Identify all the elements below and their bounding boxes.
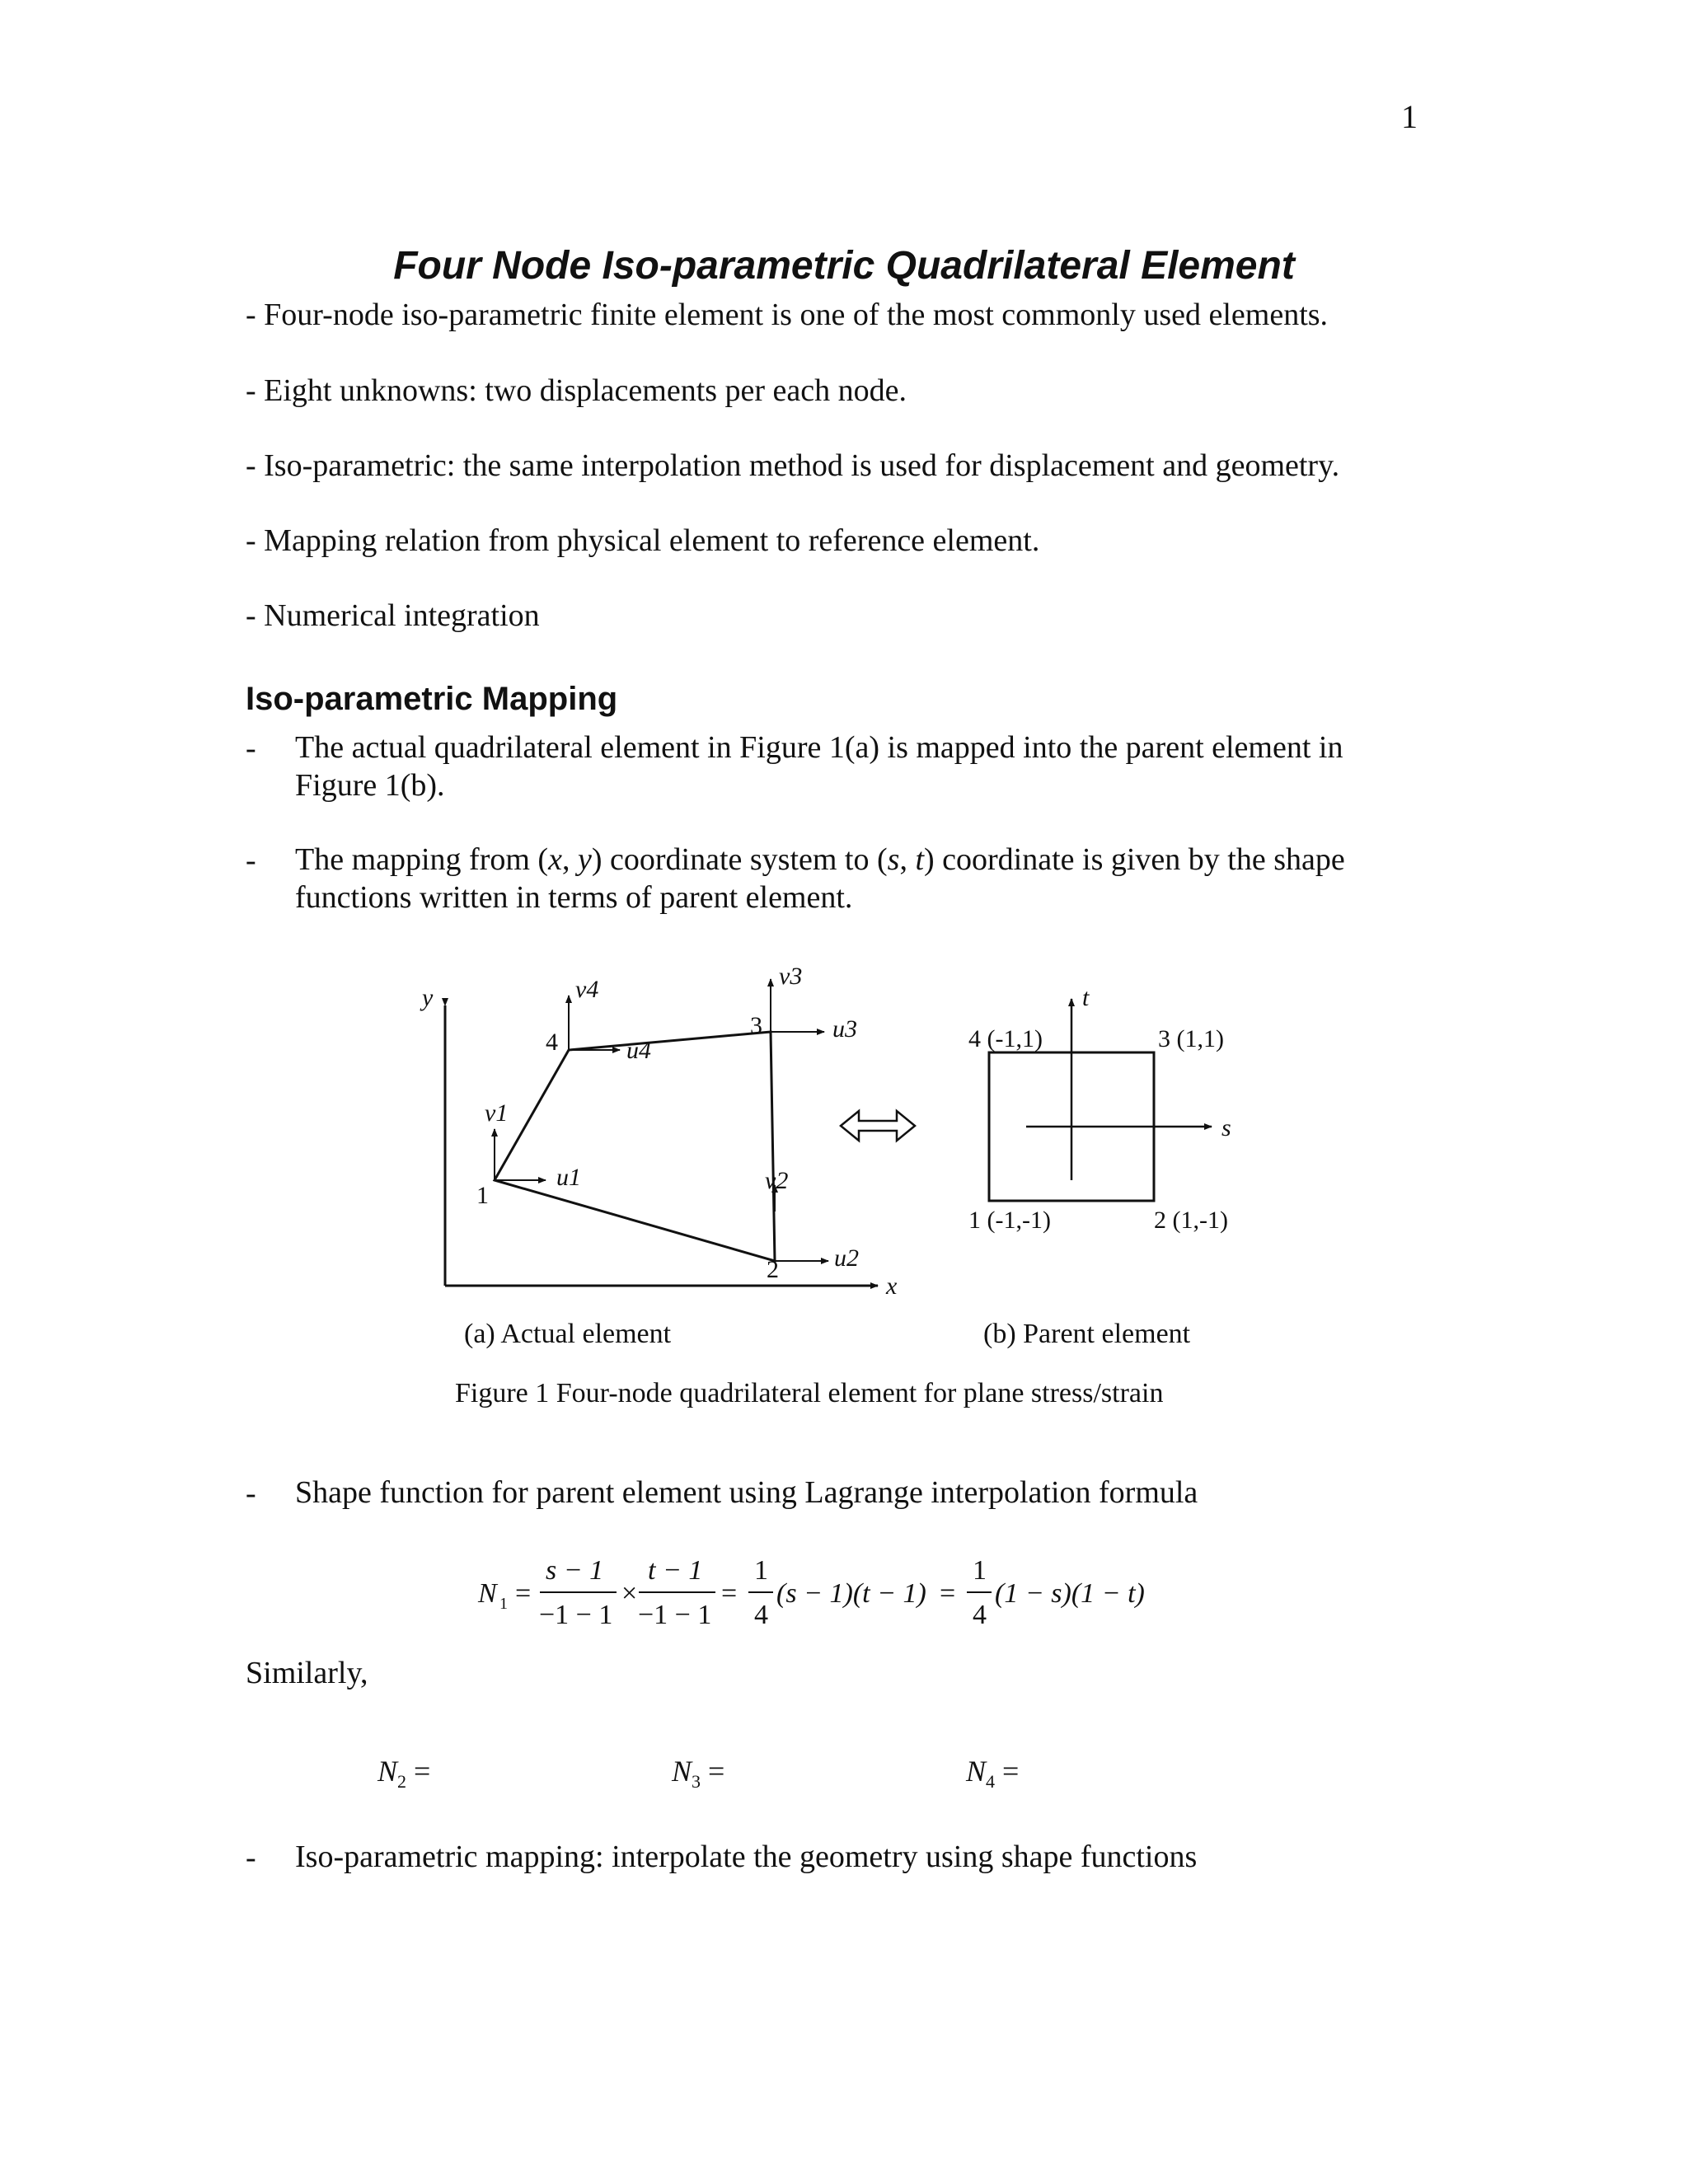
figure-caption: Figure 1 Four-node quadrilateral element for plane stress/strain	[455, 1378, 1164, 1408]
x-axis-label: x	[886, 1272, 898, 1300]
figure-1	[0, 964, 1688, 1492]
n-eq: =	[406, 1755, 431, 1788]
y-axis-label: y	[422, 984, 434, 1011]
fraction-1-denominator: −1 − 1	[539, 1600, 613, 1630]
u3-label: u3	[832, 1015, 857, 1043]
times-sign: ×	[621, 1578, 638, 1609]
actual-element-figure	[420, 964, 898, 1300]
text-fragment: ,	[561, 842, 578, 877]
equals-sign: =	[721, 1578, 738, 1609]
equals-sign: =	[515, 1578, 532, 1609]
formula-lhs: N	[478, 1578, 497, 1609]
text-fragment: ) coordinate system to (	[591, 842, 888, 877]
actual-quadrilateral	[495, 1032, 775, 1261]
fraction-1-numerator: s − 1	[546, 1555, 604, 1586]
shape-function-n2-label	[377, 1754, 430, 1793]
fraction-2-denominator: −1 − 1	[638, 1600, 712, 1630]
node-label-4: 4	[546, 1029, 558, 1056]
v3-label: v3	[779, 964, 803, 990]
formula-part-1: (s − 1)(t − 1)	[776, 1578, 926, 1609]
v4-label: v4	[575, 976, 599, 1003]
figure-caption-b: (b) Parent element	[983, 1319, 1191, 1349]
corner-label-2: 2 (1,-1)	[1154, 1207, 1228, 1234]
formula-part-2: (1 − s)(1 − t)	[995, 1578, 1145, 1609]
u4-label: u4	[626, 1037, 651, 1064]
text-fragment: ,	[899, 842, 916, 877]
u2-label: u2	[834, 1244, 859, 1272]
page-number: 1	[1401, 98, 1418, 135]
t-axis-label: t	[1082, 984, 1090, 1011]
intro-line: - Mapping relation from physical element to reference element.	[246, 523, 1040, 558]
intro-line: - Numerical integration	[246, 598, 540, 633]
n-sub: 3	[692, 1771, 701, 1793]
bullet-dash: -	[246, 1840, 256, 1875]
bullet-text: Iso-parametric mapping: interpolate the geometry using shape functions	[295, 1840, 1198, 1874]
equals-sign: =	[940, 1578, 956, 1609]
quarter-numerator: 1	[973, 1555, 987, 1586]
bullet-text: Shape function for parent element using Lagrange interpolation formula	[295, 1475, 1198, 1510]
bullet-text	[295, 841, 1416, 916]
section-heading: Iso-parametric Mapping	[246, 681, 618, 717]
intro-line: - Eight unknowns: two displacements per each node.	[246, 373, 907, 408]
figure-caption-a: (a) Actual element	[464, 1319, 672, 1349]
u1-label: u1	[556, 1164, 581, 1191]
formula-lhs-sub: 1	[499, 1595, 508, 1613]
text-fragment: ) coordinate is given by the shape functions written in terms of parent element.	[295, 842, 1345, 915]
intro-line: - Iso-parametric: the same interpolation method is used for displacement and geometry.	[246, 448, 1340, 483]
bullet-dash: -	[246, 731, 256, 766]
corner-label-1: 1 (-1,-1)	[968, 1207, 1051, 1234]
text-fragment: The mapping from (	[295, 842, 549, 877]
v1-label: v1	[485, 1099, 509, 1127]
n-base: N	[966, 1755, 987, 1788]
fraction-2-numerator: t − 1	[648, 1555, 703, 1586]
bullet-text: The actual quadrilateral element in Figure 1(a) is mapped into the parent element in Figure 1(b).	[295, 730, 1343, 803]
node-label-1: 1	[476, 1182, 489, 1209]
intro-line: - Four-node iso-parametric finite element is one of the most commonly used elements.	[246, 298, 1329, 332]
parent-element-figure	[968, 984, 1231, 1234]
v2-label: v2	[765, 1167, 789, 1194]
node-label-3: 3	[750, 1012, 762, 1039]
math-var-s: s	[887, 842, 900, 877]
shape-function-n4-label	[966, 1754, 1019, 1793]
similarly-label: Similarly,	[246, 1656, 368, 1690]
n-base: N	[672, 1755, 692, 1788]
math-var-x: x	[548, 842, 562, 877]
double-arrow-icon	[841, 1111, 915, 1141]
shape-function-n3-label	[672, 1754, 724, 1793]
quarter-denominator: 4	[973, 1600, 987, 1630]
bullet-dash: -	[246, 843, 256, 878]
s-axis-label: s	[1221, 1114, 1231, 1141]
math-var-y: y	[577, 842, 592, 877]
corner-label-4: 4 (-1,1)	[968, 1025, 1043, 1052]
n-base: N	[377, 1755, 398, 1788]
quarter-numerator: 1	[754, 1555, 768, 1586]
page-title: Four Node Iso-parametric Quadrilateral Element	[393, 244, 1295, 288]
corner-label-3: 3 (1,1)	[1158, 1025, 1224, 1052]
bullet-dash: -	[246, 1476, 256, 1511]
node-label-2: 2	[767, 1256, 779, 1283]
shape-function-n1-formula	[470, 1549, 1212, 1640]
n-eq: =	[701, 1755, 725, 1788]
math-var-t: t	[915, 842, 924, 877]
n-sub: 2	[397, 1771, 407, 1793]
n-eq: =	[995, 1755, 1020, 1788]
quarter-denominator: 4	[754, 1600, 768, 1630]
n-sub: 4	[986, 1771, 996, 1793]
